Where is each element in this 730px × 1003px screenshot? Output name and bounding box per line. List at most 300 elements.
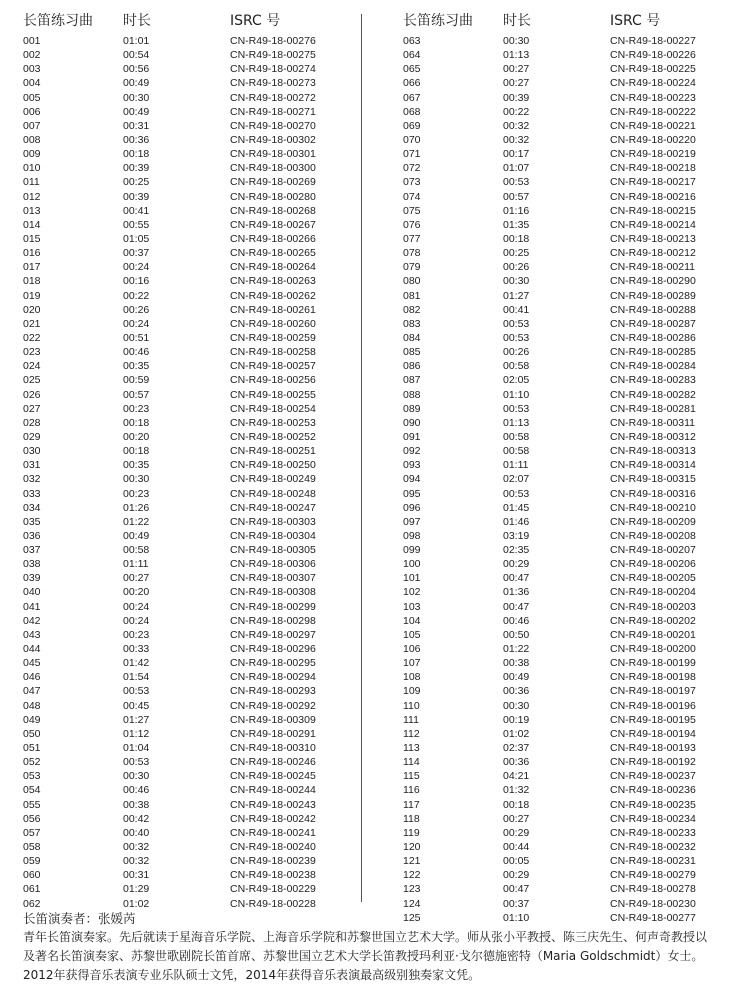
track-isrc: CN-R49-18-00306	[230, 558, 316, 571]
table-row	[23, 48, 343, 62]
track-number: 061	[23, 883, 41, 896]
track-number: 059	[23, 855, 41, 868]
track-duration: 00:57	[503, 190, 530, 203]
track-isrc: CN-R49-18-00200	[610, 643, 696, 656]
track-isrc: CN-R49-18-00239	[230, 855, 316, 868]
table-row	[23, 444, 343, 458]
track-number: 003	[23, 63, 41, 76]
track-duration: 02:37	[503, 742, 530, 755]
track-number: 110	[403, 699, 420, 712]
track-isrc: CN-R49-18-00244	[230, 784, 316, 797]
table-row	[403, 359, 723, 373]
track-isrc: CN-R49-18-00242	[230, 812, 316, 825]
track-isrc: CN-R49-18-00278	[610, 883, 696, 896]
track-number: 007	[23, 119, 41, 132]
track-number: 041	[23, 600, 41, 613]
track-isrc: CN-R49-18-00275	[230, 49, 316, 62]
table-row	[23, 416, 343, 430]
track-number: 043	[23, 628, 41, 641]
table-row	[403, 175, 723, 189]
table-row	[23, 501, 343, 515]
track-duration: 01:10	[503, 388, 530, 401]
track-number: 006	[23, 105, 41, 118]
track-number: 096	[403, 501, 421, 514]
track-isrc: CN-R49-18-00206	[610, 558, 696, 571]
track-number: 023	[23, 346, 41, 359]
table-row	[403, 515, 723, 529]
track-duration: 00:24	[123, 261, 150, 274]
table-row	[23, 274, 343, 288]
performer-name: 长笛演奏者：张媛芮	[23, 911, 136, 926]
track-isrc: CN-R49-18-00224	[610, 77, 696, 90]
track-isrc: CN-R49-18-00293	[230, 685, 316, 698]
table-row	[23, 218, 343, 232]
track-duration: 00:53	[503, 487, 530, 500]
table-row	[403, 317, 723, 331]
track-isrc: CN-R49-18-00253	[230, 416, 316, 429]
track-isrc: CN-R49-18-00279	[610, 869, 696, 882]
track-duration: 00:18	[123, 416, 150, 429]
track-duration: 00:35	[123, 360, 150, 373]
track-list-right	[403, 34, 723, 925]
table-row	[403, 402, 723, 416]
track-duration: 00:32	[123, 841, 150, 854]
track-duration: 00:27	[503, 77, 530, 90]
track-number: 038	[23, 558, 41, 571]
table-row	[403, 826, 723, 840]
track-number: 028	[23, 416, 41, 429]
track-number: 111	[403, 713, 419, 726]
table-row	[23, 600, 343, 614]
table-row	[23, 388, 343, 402]
track-number: 115	[403, 770, 420, 783]
track-isrc: CN-R49-18-00194	[610, 727, 696, 740]
track-isrc: CN-R49-18-00297	[230, 628, 316, 641]
track-isrc: CN-R49-18-00258	[230, 346, 316, 359]
track-duration: 01:02	[503, 727, 530, 740]
track-number: 036	[23, 529, 41, 542]
track-duration: 00:57	[123, 388, 150, 401]
table-row	[23, 246, 343, 260]
track-number: 106	[403, 643, 421, 656]
track-number: 107	[403, 657, 421, 670]
track-duration: 00:53	[503, 317, 530, 330]
track-duration: 00:24	[123, 614, 150, 627]
table-row	[23, 557, 343, 571]
track-isrc: CN-R49-18-00205	[610, 572, 696, 585]
track-duration: 00:51	[123, 331, 150, 344]
table-row	[23, 402, 343, 416]
track-number: 093	[403, 459, 421, 472]
track-isrc: CN-R49-18-00236	[610, 784, 696, 797]
table-row	[23, 741, 343, 755]
track-duration: 00:53	[503, 176, 530, 189]
track-duration: 00:29	[503, 826, 530, 839]
track-number: 087	[403, 374, 421, 387]
track-number: 091	[403, 430, 421, 443]
track-duration: 00:39	[503, 91, 530, 104]
track-number: 008	[23, 133, 41, 146]
track-isrc: CN-R49-18-00193	[610, 742, 696, 755]
table-row	[23, 76, 343, 90]
header-isrc: ISRC 号	[610, 13, 661, 29]
track-isrc: CN-R49-18-00240	[230, 841, 316, 854]
table-row	[23, 175, 343, 189]
track-isrc: CN-R49-18-00234	[610, 812, 696, 825]
table-row	[23, 472, 343, 486]
track-isrc: CN-R49-18-00213	[610, 232, 696, 245]
table-row	[403, 882, 723, 896]
track-duration: 00:33	[123, 643, 150, 656]
track-number: 122	[403, 869, 421, 882]
track-isrc: CN-R49-18-00267	[230, 218, 316, 231]
table-row	[403, 529, 723, 543]
track-isrc: CN-R49-18-00311	[610, 416, 696, 429]
table-row	[23, 826, 343, 840]
track-number: 105	[403, 628, 421, 641]
track-isrc: CN-R49-18-00289	[610, 289, 696, 302]
track-duration: 02:05	[503, 374, 530, 387]
track-duration: 01:22	[123, 515, 150, 528]
table-row	[403, 388, 723, 402]
table-row	[403, 260, 723, 274]
track-duration: 00:58	[503, 430, 530, 443]
track-isrc: CN-R49-18-00314	[610, 459, 696, 472]
table-row	[23, 515, 343, 529]
track-isrc: CN-R49-18-00286	[610, 331, 696, 344]
track-duration: 00:47	[503, 600, 530, 613]
track-isrc: CN-R49-18-00268	[230, 204, 316, 217]
track-duration: 00:31	[123, 119, 150, 132]
track-isrc: CN-R49-18-00225	[610, 63, 696, 76]
track-duration: 00:39	[123, 162, 150, 175]
track-number: 014	[23, 218, 41, 231]
table-row	[403, 345, 723, 359]
track-number: 034	[23, 501, 41, 514]
table-row	[403, 699, 723, 713]
track-number: 049	[23, 713, 41, 726]
track-isrc: CN-R49-18-00248	[230, 487, 316, 500]
track-duration: 00:23	[123, 628, 150, 641]
track-number: 074	[403, 190, 421, 203]
table-row	[23, 614, 343, 628]
track-number: 021	[23, 317, 41, 330]
track-isrc: CN-R49-18-00235	[610, 798, 696, 811]
table-row	[403, 331, 723, 345]
track-duration: 00:25	[123, 176, 150, 189]
table-row	[403, 274, 723, 288]
track-number: 086	[403, 360, 421, 373]
track-duration: 00:29	[503, 558, 530, 571]
track-duration: 00:41	[503, 303, 530, 316]
track-number: 101	[403, 572, 421, 585]
track-isrc: CN-R49-18-00249	[230, 473, 316, 486]
track-duration: 00:41	[123, 204, 150, 217]
table-row	[403, 741, 723, 755]
track-duration: 00:47	[503, 883, 530, 896]
table-row	[23, 783, 343, 797]
track-duration: 01:11	[503, 459, 529, 472]
track-duration: 00:46	[123, 784, 150, 797]
track-isrc: CN-R49-18-00221	[610, 119, 696, 132]
track-duration: 01:11	[123, 558, 149, 571]
track-duration: 00:53	[503, 331, 530, 344]
track-isrc: CN-R49-18-00192	[610, 756, 696, 769]
track-isrc: CN-R49-18-00219	[610, 148, 696, 161]
track-duration: 00:05	[503, 855, 530, 868]
track-number: 056	[23, 812, 41, 825]
track-isrc: CN-R49-18-00312	[610, 430, 696, 443]
table-header	[23, 10, 343, 30]
track-isrc: CN-R49-18-00261	[230, 303, 316, 316]
table-row	[23, 854, 343, 868]
track-isrc: CN-R49-18-00196	[610, 699, 696, 712]
performer-credits	[23, 909, 713, 985]
track-number: 029	[23, 430, 41, 443]
track-number: 113	[403, 742, 420, 755]
track-isrc: CN-R49-18-00208	[610, 529, 696, 542]
track-number: 042	[23, 614, 41, 627]
track-duration: 00:45	[123, 699, 150, 712]
track-duration: 00:39	[123, 190, 150, 203]
track-duration: 00:22	[503, 105, 530, 118]
track-duration: 00:31	[123, 869, 150, 882]
table-row	[23, 62, 343, 76]
track-number: 004	[23, 77, 41, 90]
left-column	[23, 10, 343, 911]
track-number: 070	[403, 133, 421, 146]
track-duration: 01:13	[503, 49, 530, 62]
track-number: 072	[403, 162, 421, 175]
track-duration: 00:18	[503, 798, 530, 811]
table-row	[23, 868, 343, 882]
table-row	[23, 529, 343, 543]
table-header	[403, 10, 723, 30]
track-duration: 01:26	[123, 501, 150, 514]
table-row	[403, 48, 723, 62]
track-isrc: CN-R49-18-00269	[230, 176, 316, 189]
track-duration: 00:46	[123, 346, 150, 359]
table-row	[403, 684, 723, 698]
track-duration: 00:55	[123, 218, 150, 231]
track-number: 039	[23, 572, 41, 585]
track-duration: 01:27	[123, 713, 150, 726]
track-number: 097	[403, 515, 421, 528]
track-duration: 03:19	[503, 529, 530, 542]
track-number: 024	[23, 360, 41, 373]
track-number: 040	[23, 586, 41, 599]
table-row	[23, 359, 343, 373]
table-row	[403, 105, 723, 119]
track-duration: 01:27	[503, 289, 530, 302]
table-row	[23, 345, 343, 359]
track-isrc: CN-R49-18-00241	[230, 826, 316, 839]
table-row	[403, 373, 723, 387]
track-number: 079	[403, 261, 421, 274]
table-row	[403, 868, 723, 882]
table-row	[403, 543, 723, 557]
track-number: 109	[403, 685, 421, 698]
track-isrc: CN-R49-18-00305	[230, 544, 316, 557]
track-number: 057	[23, 826, 41, 839]
track-duration: 01:54	[123, 671, 150, 684]
table-row	[23, 458, 343, 472]
track-number: 010	[23, 162, 41, 175]
table-row	[403, 119, 723, 133]
track-isrc: CN-R49-18-00230	[610, 897, 696, 910]
track-isrc: CN-R49-18-00313	[610, 445, 696, 458]
header-etude: 长笛练习曲	[23, 13, 93, 29]
track-number: 046	[23, 671, 41, 684]
track-duration: 01:46	[503, 515, 530, 528]
track-isrc: CN-R49-18-00307	[230, 572, 316, 585]
track-number: 125	[403, 911, 421, 924]
track-duration: 00:30	[123, 473, 150, 486]
table-row	[23, 303, 343, 317]
track-number: 027	[23, 402, 41, 415]
track-isrc: CN-R49-18-00281	[610, 402, 696, 415]
table-row	[403, 783, 723, 797]
table-row	[23, 373, 343, 387]
track-isrc: CN-R49-18-00220	[610, 133, 696, 146]
track-isrc: CN-R49-18-00260	[230, 317, 316, 330]
table-row	[23, 430, 343, 444]
track-number: 011	[23, 176, 40, 189]
track-duration: 01:07	[503, 162, 530, 175]
track-duration: 00:47	[503, 572, 530, 585]
track-number: 103	[403, 600, 421, 613]
table-row	[403, 232, 723, 246]
track-number: 044	[23, 643, 41, 656]
track-isrc: CN-R49-18-00292	[230, 699, 316, 712]
track-isrc: CN-R49-18-00199	[610, 657, 696, 670]
track-number: 012	[23, 190, 41, 203]
track-number: 077	[403, 232, 421, 245]
column-divider	[361, 14, 362, 902]
track-isrc: CN-R49-18-00262	[230, 289, 316, 302]
track-isrc: CN-R49-18-00296	[230, 643, 316, 656]
track-duration: 00:20	[123, 586, 150, 599]
track-number: 032	[23, 473, 41, 486]
track-duration: 00:59	[123, 374, 150, 387]
table-row	[403, 812, 723, 826]
track-number: 035	[23, 515, 41, 528]
table-row	[403, 91, 723, 105]
track-isrc: CN-R49-18-00274	[230, 63, 316, 76]
track-number: 005	[23, 91, 41, 104]
track-isrc: CN-R49-18-00227	[610, 35, 696, 47]
table-row	[23, 812, 343, 826]
track-number: 066	[403, 77, 421, 90]
track-duration: 00:40	[123, 826, 150, 839]
table-row	[23, 260, 343, 274]
track-isrc: CN-R49-18-00209	[610, 515, 696, 528]
track-duration: 02:35	[503, 544, 530, 557]
table-row	[403, 557, 723, 571]
track-duration: 00:17	[503, 148, 530, 161]
table-row	[23, 34, 343, 48]
table-row	[23, 798, 343, 812]
track-duration: 00:24	[123, 600, 150, 613]
track-isrc: CN-R49-18-00237	[610, 770, 696, 783]
track-duration: 00:20	[123, 430, 150, 443]
track-number: 104	[403, 614, 421, 627]
track-isrc: CN-R49-18-00207	[610, 544, 696, 557]
track-isrc: CN-R49-18-00231	[610, 855, 696, 868]
track-isrc: CN-R49-18-00280	[230, 190, 316, 203]
table-row	[23, 161, 343, 175]
track-number: 047	[23, 685, 41, 698]
track-isrc: CN-R49-18-00308	[230, 586, 316, 599]
track-duration: 00:27	[503, 63, 530, 76]
table-row	[403, 246, 723, 260]
track-duration: 01:10	[503, 911, 530, 924]
track-isrc: CN-R49-18-00195	[610, 713, 696, 726]
track-duration: 00:25	[503, 247, 530, 260]
table-row	[403, 303, 723, 317]
track-number: 071	[403, 148, 421, 161]
track-isrc: CN-R49-18-00273	[230, 77, 316, 90]
table-row	[23, 487, 343, 501]
table-row	[23, 331, 343, 345]
table-row	[403, 840, 723, 854]
track-isrc: CN-R49-18-00243	[230, 798, 316, 811]
track-number: 073	[403, 176, 421, 189]
track-number: 051	[23, 742, 41, 755]
track-number: 089	[403, 402, 421, 415]
table-row	[403, 147, 723, 161]
table-row	[403, 585, 723, 599]
table-row	[403, 204, 723, 218]
table-row	[403, 472, 723, 486]
track-number: 068	[403, 105, 421, 118]
table-row	[23, 133, 343, 147]
track-number: 080	[403, 275, 421, 288]
track-isrc: CN-R49-18-00310	[230, 742, 316, 755]
track-duration: 00:30	[503, 275, 530, 288]
track-isrc: CN-R49-18-00263	[230, 275, 316, 288]
track-isrc: CN-R49-18-00271	[230, 105, 316, 118]
track-isrc: CN-R49-18-00232	[610, 841, 696, 854]
track-isrc: CN-R49-18-00228	[230, 897, 316, 910]
track-isrc: CN-R49-18-00276	[230, 35, 316, 47]
right-column	[403, 10, 723, 925]
track-isrc: CN-R49-18-00304	[230, 529, 316, 542]
track-duration: 00:38	[503, 657, 530, 670]
track-number: 085	[403, 346, 421, 359]
track-duration: 01:04	[123, 742, 150, 755]
table-row	[403, 614, 723, 628]
track-isrc: CN-R49-18-00291	[230, 727, 316, 740]
track-duration: 00:22	[123, 289, 150, 302]
track-isrc: CN-R49-18-00252	[230, 430, 316, 443]
track-number: 037	[23, 544, 41, 557]
track-number: 058	[23, 841, 41, 854]
track-isrc: CN-R49-18-00210	[610, 501, 696, 514]
track-isrc: CN-R49-18-00229	[230, 883, 316, 896]
performer-bio: 青年长笛演奏家。先后就读于星海音乐学院、上海音乐学院和苏黎世国立艺术大学。师从张小平教授、陈三庆先生、何声奇教授以及著名长笛演奏家、苏黎世歌剧院长笛首席、苏黎世国立艺术大学长笛教授玛利亚·戈尔德施密特（Maria Goldschmidt）女士。2012年获得音乐表演专业乐队硕士文凭，2014年获得音乐表演最高级别独奏家文凭。	[23, 930, 708, 982]
track-number: 055	[23, 798, 41, 811]
table-row	[23, 190, 343, 204]
track-duration: 01:05	[123, 232, 150, 245]
track-isrc: CN-R49-18-00215	[610, 204, 696, 217]
table-row	[403, 642, 723, 656]
track-isrc: CN-R49-18-00212	[610, 247, 696, 260]
track-duration: 00:32	[503, 119, 530, 132]
track-number: 065	[403, 63, 421, 76]
table-row	[23, 105, 343, 119]
table-row	[403, 76, 723, 90]
